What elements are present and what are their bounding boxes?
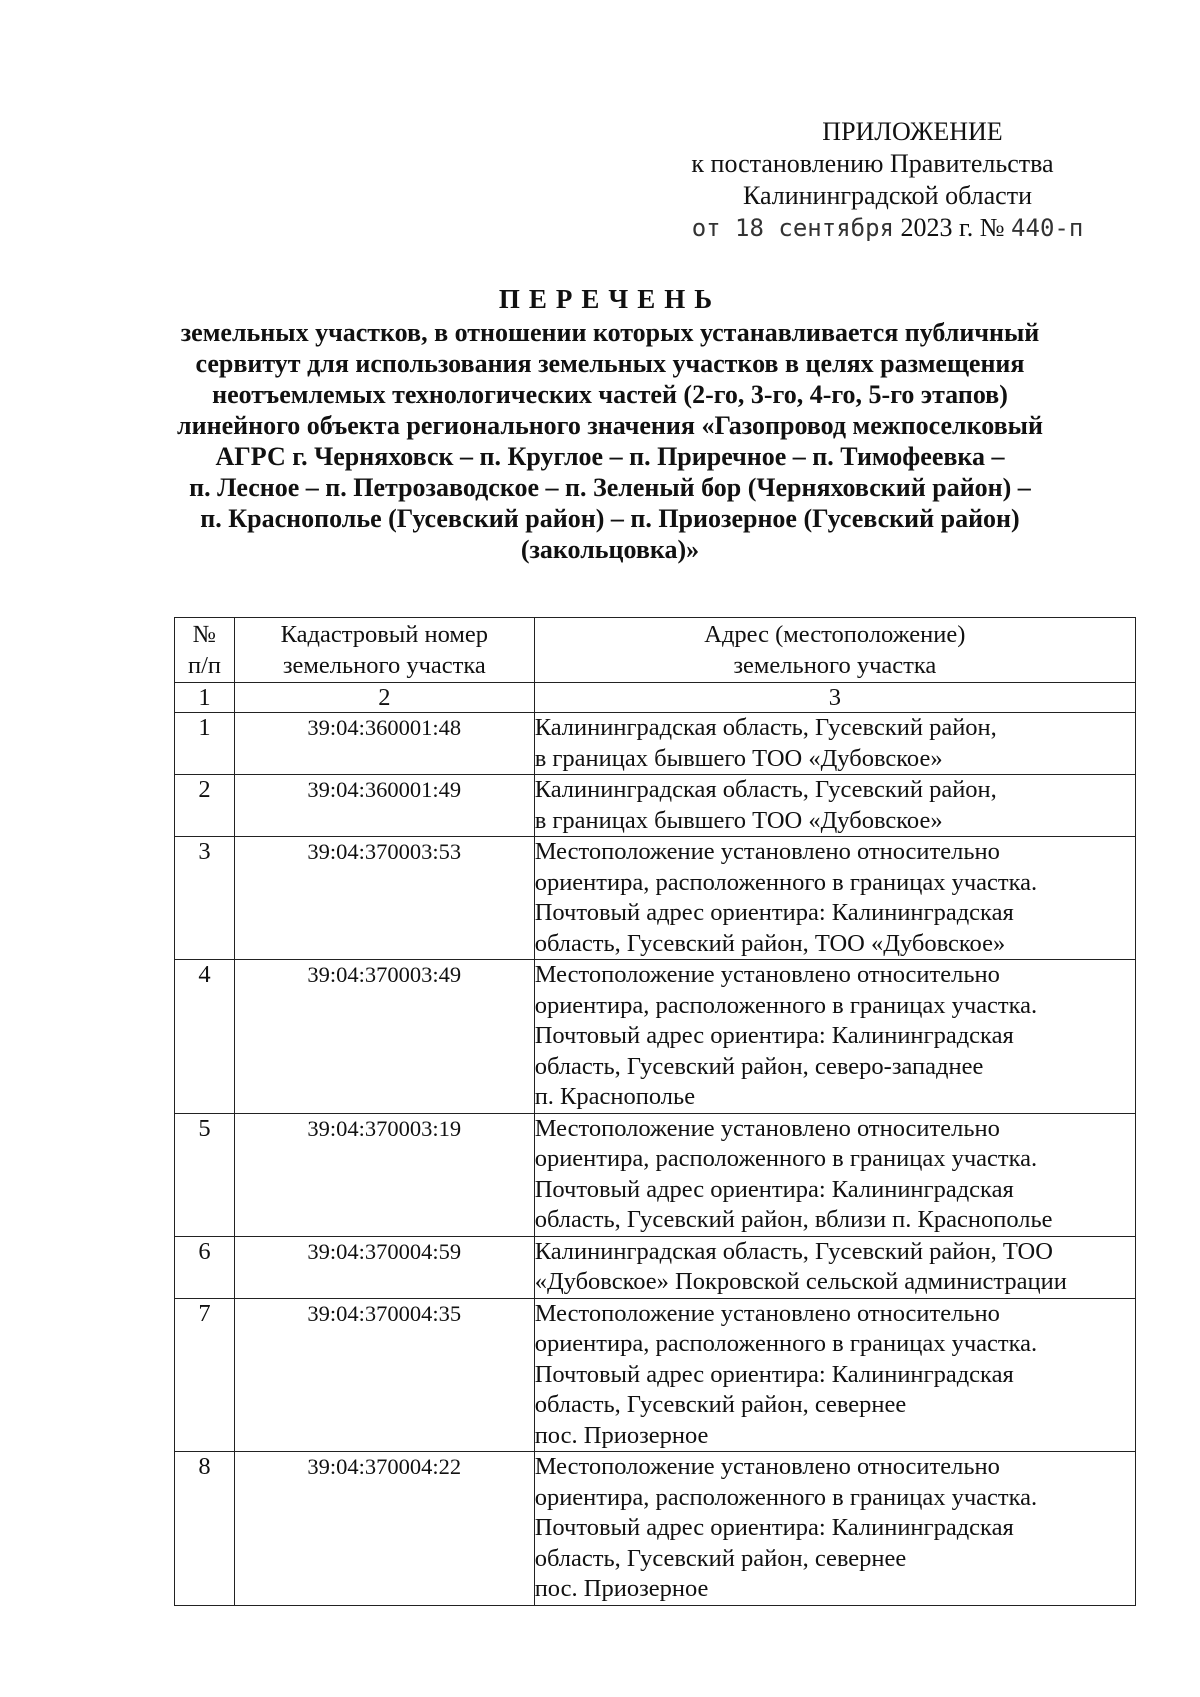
header-cadastral-line: Кадастровый номер: [280, 621, 489, 648]
title-line: АГРС г. Черняховск – п. Круглое – п. Приречное – п. Тимофеевка –: [215, 442, 1005, 471]
address-line: «Дубовское» Покровской сельской администрации: [534, 1268, 1067, 1295]
cadastral-number: 39:04:360001:48: [234, 713, 534, 775]
address-line: область, Гусевский район, северо-западнее: [534, 1052, 984, 1080]
table-row: [175, 775, 1136, 837]
land-plots-table: [174, 617, 1136, 1606]
address-line: Калининградская область, Гусевский район,: [534, 714, 997, 741]
appendix-resolution-line: к постановлению Правительства: [691, 149, 1054, 178]
header-num-line: №: [192, 621, 217, 648]
appendix-label: ПРИЛОЖЕНИЕ: [822, 117, 1003, 146]
plot-address: [534, 1236, 1135, 1298]
header-cadastral-line: земельного участка: [282, 652, 486, 679]
row-number: 1: [175, 713, 235, 775]
row-number: 5: [175, 1113, 235, 1236]
row-number: 3: [175, 837, 235, 960]
plot-address: [534, 713, 1135, 775]
address-line: область, Гусевский район, севернее: [534, 1544, 907, 1572]
column-index: 3: [534, 683, 1135, 713]
address-line: Калининградская область, Гусевский район,: [534, 776, 997, 803]
row-number: 8: [175, 1452, 235, 1606]
row-number: 7: [175, 1298, 235, 1452]
cadastral-number: 39:04:360001:49: [234, 775, 534, 837]
resolution-number-stamp: 440-п: [1011, 214, 1084, 242]
title-line: п. Краснополье (Гусевский район) – п. Приозерное (Гусевский район): [200, 504, 1020, 533]
table-row: [175, 1113, 1136, 1236]
row-number: 4: [175, 960, 235, 1114]
address-line: пос. Приозерное: [534, 1575, 709, 1602]
title-line: п. Лесное – п. Петрозаводское – п. Зеленый бор (Черняховский район) –: [189, 473, 1031, 502]
header-address-line: Адрес (местоположение): [704, 621, 966, 648]
address-line: Почтовый адрес ориентира: Калининградская: [534, 1514, 1014, 1541]
plot-address: [534, 1113, 1135, 1236]
address-line: Местоположение установлено относительно: [534, 838, 1000, 865]
table-row: [175, 1298, 1136, 1452]
header-num: [175, 618, 235, 683]
address-line: в границах бывшего ТОО «Дубовское»: [534, 806, 943, 834]
table-row: [175, 960, 1136, 1114]
address-line: п. Краснополье: [534, 1083, 696, 1110]
address-line: область, Гусевский район, вблизи п. Краснополье: [534, 1206, 1053, 1233]
plot-address: [534, 1298, 1135, 1452]
title-line: земельных участков, в отношении которых устанавливается публичный: [180, 318, 1040, 347]
table-row: [175, 1236, 1136, 1298]
row-number: 6: [175, 1236, 235, 1298]
header-address: [534, 618, 1135, 683]
address-line: Почтовый адрес ориентира: Калининградская: [534, 1175, 1014, 1203]
cadastral-number: 39:04:370004:22: [234, 1452, 534, 1606]
header-address-line: земельного участка: [733, 652, 937, 679]
column-index: 2: [234, 683, 534, 713]
plot-address: [534, 837, 1135, 960]
header-cadastral: [234, 618, 534, 683]
address-line: Почтовый адрес ориентира: Калининградская: [534, 899, 1014, 926]
header-num-line: п/п: [187, 652, 221, 679]
address-line: пос. Приозерное: [534, 1421, 709, 1449]
cadastral-number: 39:04:370003:53: [234, 837, 534, 960]
title-line: неотъемлемых технологических частей (2-го, 3-го, 4-го, 5-го этапов): [212, 380, 1008, 409]
cadastral-number: 39:04:370004:59: [234, 1236, 534, 1298]
appendix-region-line: Калининградской области: [742, 181, 1032, 210]
address-line: ориентира, расположенного в границах участка.: [534, 1483, 1038, 1511]
table-row: [175, 713, 1136, 775]
table-row: [175, 1452, 1136, 1606]
address-line: область, Гусевский район, ТОО «Дубовское»: [534, 929, 1006, 957]
address-line: ориентира, расположенного в границах участка.: [534, 868, 1038, 896]
table-row: [175, 837, 1136, 960]
document-title: [170, 284, 1050, 565]
title-line: сервитут для использования земельных участков в целях размещения: [195, 349, 1025, 378]
cadastral-number: 39:04:370003:49: [234, 960, 534, 1114]
title-heading: ПЕРЕЧЕНЬ: [498, 284, 722, 314]
plot-address: [534, 960, 1135, 1114]
address-line: Местоположение установлено относительно: [534, 1453, 1000, 1480]
address-line: ориентира, расположенного в границах участка.: [534, 991, 1038, 1019]
table-header-row: [175, 618, 1136, 683]
appendix-date-line: [630, 212, 1145, 244]
address-line: Почтовый адрес ориентира: Калининградская: [534, 1022, 1014, 1049]
row-number: 2: [175, 775, 235, 837]
column-index: 1: [175, 683, 235, 713]
column-index-row: [175, 683, 1136, 713]
address-line: Местоположение установлено относительно: [534, 1299, 1000, 1327]
date-stamp: от 18 сентября: [691, 214, 894, 242]
address-line: Местоположение установлено относительно: [534, 1114, 1000, 1142]
address-line: Местоположение установлено относительно: [534, 961, 1000, 988]
plot-address: [534, 1452, 1135, 1606]
address-line: ориентира, расположенного в границах участка.: [534, 1145, 1038, 1172]
date-year: 2023 г. №: [900, 213, 1005, 242]
title-line: линейного объекта регионального значения «Газопровод межпоселковый: [177, 411, 1043, 440]
address-line: ориентира, расположенного в границах участка.: [534, 1330, 1038, 1357]
address-line: Калининградская область, Гусевский район, ТОО: [534, 1237, 1053, 1265]
appendix-block: [600, 116, 1145, 244]
table-body: [175, 713, 1136, 1606]
address-line: Почтовый адрес ориентира: Калининградская: [534, 1360, 1014, 1388]
cadastral-number: 39:04:370004:35: [234, 1298, 534, 1452]
address-line: в границах бывшего ТОО «Дубовское»: [534, 744, 943, 772]
cadastral-number: 39:04:370003:19: [234, 1113, 534, 1236]
plot-address: [534, 775, 1135, 837]
title-line: (закольцовка)»: [520, 535, 700, 564]
address-line: область, Гусевский район, севернее: [534, 1391, 907, 1418]
